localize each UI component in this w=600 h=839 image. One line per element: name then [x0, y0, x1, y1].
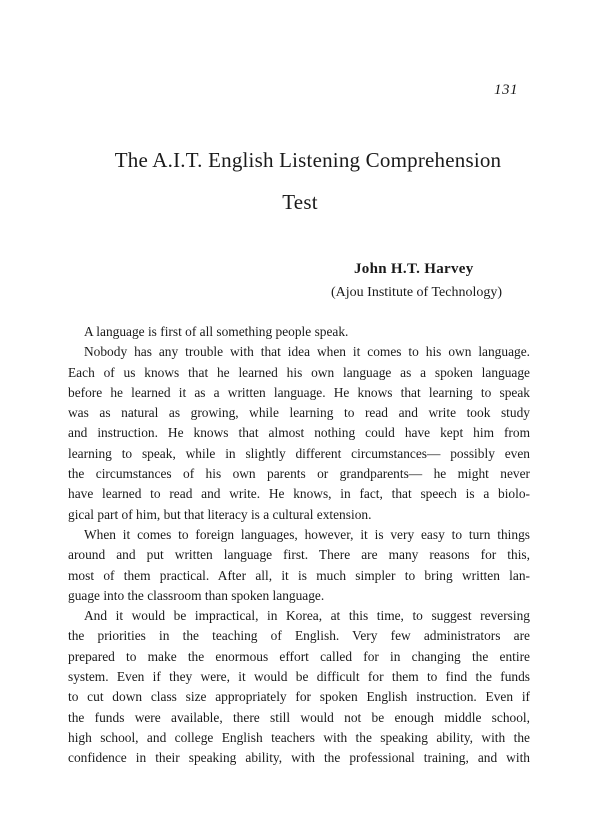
text-line: the funds were available, there still would not be enough middle school,: [68, 709, 530, 725]
text-line: most of them practical. After all, it is much simpler to bring written lan-: [68, 567, 530, 583]
text-line: before he learned it as a written language. He knows that learning to speak: [68, 384, 530, 400]
text-line: was as natural as growing, while learning to read and write took study: [68, 405, 530, 421]
body-text: [68, 322, 530, 769]
text-line: system. Even if they were, it would be difficult for them to find the funds: [68, 669, 530, 685]
text-line: When it comes to foreign languages, however, it is very easy to turn things: [84, 526, 530, 542]
author-affiliation: (Ajou Institute of Technology): [331, 285, 503, 300]
text-line: gical part of him, but that literacy is a cultural extension.: [68, 506, 372, 522]
text-line: and instruction. He knows that almost nothing could have kept him from: [68, 425, 530, 441]
text-line: high school, and college English teachers with the speaking ability, with the: [68, 729, 530, 745]
text-line: confidence in their speaking ability, with the professional training, and with: [68, 750, 530, 766]
title-line-1: The A.I.T. English Listening Comprehension: [114, 148, 502, 172]
text-line: learning to speak, while in slightly different circumstances— possibly even: [68, 445, 530, 461]
text-line: guage into the classroom than spoken language.: [68, 587, 325, 603]
text-line: Nobody has any trouble with that idea when it comes to his own language.: [84, 344, 530, 360]
text-line: the priorities in the teaching of English. Very few administrators are: [68, 628, 530, 644]
text-line: And it would be impractical, in Korea, at this time, to suggest reversing: [84, 608, 530, 624]
text-line: to cut down class size appropriately for spoken English instruction. Even if: [68, 689, 530, 705]
page-number: 131: [494, 82, 518, 98]
text-line: the circumstances of his own parents or grandparents— he might never: [68, 466, 530, 482]
text-line: have learned to read and write. He knows, in fact, that speech is a biolo-: [68, 486, 530, 502]
text-line: A language is first of all something people speak.: [84, 324, 349, 339]
text-line: prepared to make the enormous effort called for in changing the entire: [68, 648, 530, 664]
text-line: around and put written language first. There are many reasons for this,: [68, 547, 530, 563]
text-line: Each of us knows that he learned his own language as a spoken language: [68, 364, 530, 380]
title-line-2: Test: [282, 190, 318, 214]
author-name: John H.T. Harvey: [354, 261, 474, 277]
